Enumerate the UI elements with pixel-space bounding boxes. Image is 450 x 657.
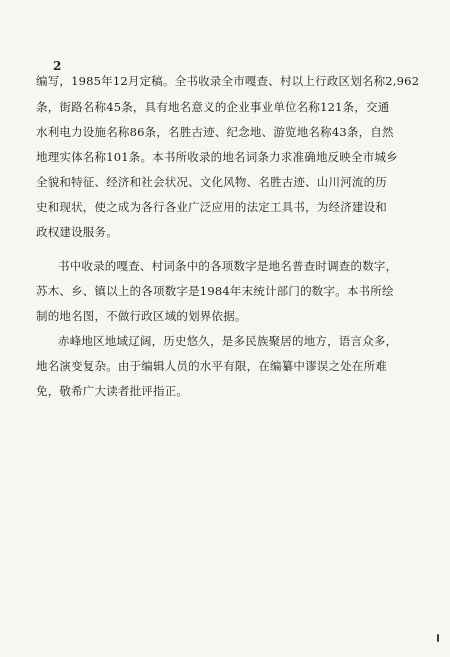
paragraph-2-line-2: 苏木、乡、镇以上的各项数字是1984年末统计部门的数字。本书所绘 (36, 284, 394, 298)
paragraph-1-line-5: 全貌和特征、经济和社会状况、文化风物、名胜古迹、山川河流的历 (36, 175, 387, 189)
paragraph-3-line-1: 赤峰地区地域辽阔，历史悠久，是多民族聚居的地方，语言众多， (58, 334, 398, 348)
paragraph-1-line-4: 地理实体名称101条。本书所收录的地名词条力求准确地反映全市城乡 (36, 150, 398, 164)
paragraph-2-line-3: 制的地名图，不做行政区域的划界依据。 (36, 309, 247, 323)
paragraph-1-line-2: 条，街路名称45条，具有地名意义的企业事业单位名称121条，交通 (36, 100, 390, 114)
paragraph-3-line-3: 免，敬希广大读者批评指正。 (36, 384, 189, 398)
paragraph-1-line-7: 政权建设服务。 (36, 225, 118, 239)
page-number: 2 (53, 59, 62, 73)
paragraph-1-line-3: 水利电力设施名称86条，名胜古迹、纪念地、游览地名称43条，自然 (36, 125, 394, 139)
paragraph-3-line-2: 地名演变复杂。由于编辑人员的水平有限，在编纂中谬误之处在所难 (36, 359, 387, 373)
paragraph-2-line-1: 书中收录的嘎查、村词条中的各项数字是地名普查时调查的数字， (58, 259, 398, 273)
scan-mark (437, 634, 439, 642)
paragraph-1-line-1: 编写，1985年12月定稿。全书收录全市嘎查、村以上行政区划名称2,962 (36, 74, 420, 88)
paragraph-1-line-6: 史和现状，使之成为各行各业广泛应用的法定工具书，为经济建设和 (36, 200, 387, 214)
